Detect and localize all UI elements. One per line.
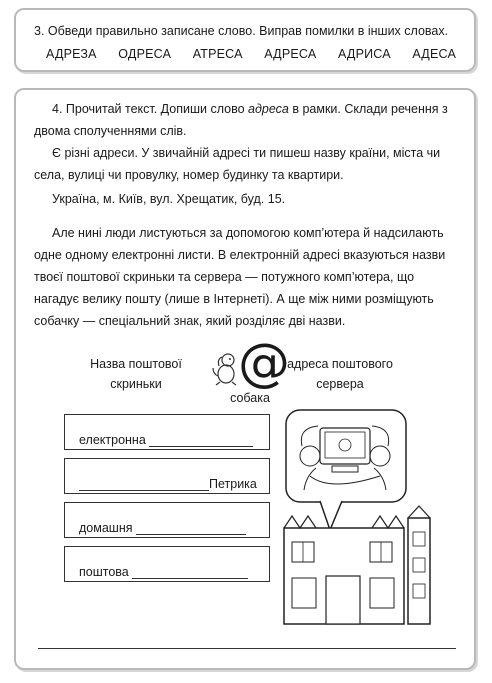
mailbox-name-label: Назва поштової скриньки [90,357,182,391]
instruction-text: в рамки. Склади речення з двома сполученнями слів. [34,102,448,138]
address-box-2[interactable] [64,458,270,494]
box-word-line [79,433,253,447]
paragraph-addresses: Є різні адреси. У звичайній адресі ти пишеш назву країни, міста чи села, вулиці чи провулку, номер будинку та квартири. [34,146,441,182]
word-option[interactable]: АДРЕСА [264,47,317,61]
blank-line [132,566,248,579]
box-word: домашня [79,521,133,535]
post-office-illustration [280,408,470,630]
address-box-4[interactable] [64,546,270,582]
word-option[interactable]: АТРЕСА [192,47,243,61]
answer-line[interactable] [38,648,456,649]
address-box-3[interactable] [64,502,270,538]
box-word: електронна [79,433,146,447]
box-word-line [79,565,248,579]
at-sign: @ [238,333,290,393]
task-3-panel [14,8,476,72]
word-option[interactable]: АДЕСА [412,47,456,61]
box-word-line [79,521,246,535]
word-option[interactable]: ОДРЕСА [118,47,172,61]
word-option[interactable]: АДРЕЗА [46,47,97,61]
paragraph-email: Але нині люди листуються за допомогою комп’ютера й надсилають одне одному електронні листи. В електронній адресі вказуються назви твоєї поштової скриньки та сервера — потужного комп’ютера, що нагадує велику пошту (лише в Інтернеті). А ще між ними розміщують собачку — спеціальний знак, який розділяє дві назви. [34,226,446,328]
word-option[interactable]: АДРИСА [337,47,391,61]
box-word: Петрика [209,477,257,491]
task-4-panel [14,88,476,670]
task-3-word-list [46,47,456,61]
server-address-label: адреса поштового сервера [287,357,393,391]
task-3-instruction: 3. Обведи правильно записане слово. Виправ помилки в інших словах. [34,24,449,38]
dog-label: собака [230,391,270,405]
blank-line [79,478,209,491]
instruction-text: 4. Прочитай текст. Допиши слово [52,102,249,116]
box-word: поштова [79,565,129,579]
task-4-instruction [34,98,462,142]
blank-line [136,522,246,535]
box-word-line [79,477,257,491]
instruction-keyword: адреса [248,102,289,116]
address-box-1[interactable] [64,414,270,450]
paragraph-example-address: Україна, м. Київ, вул. Хрещатик, буд. 15. [52,192,286,206]
blank-line [149,434,253,447]
